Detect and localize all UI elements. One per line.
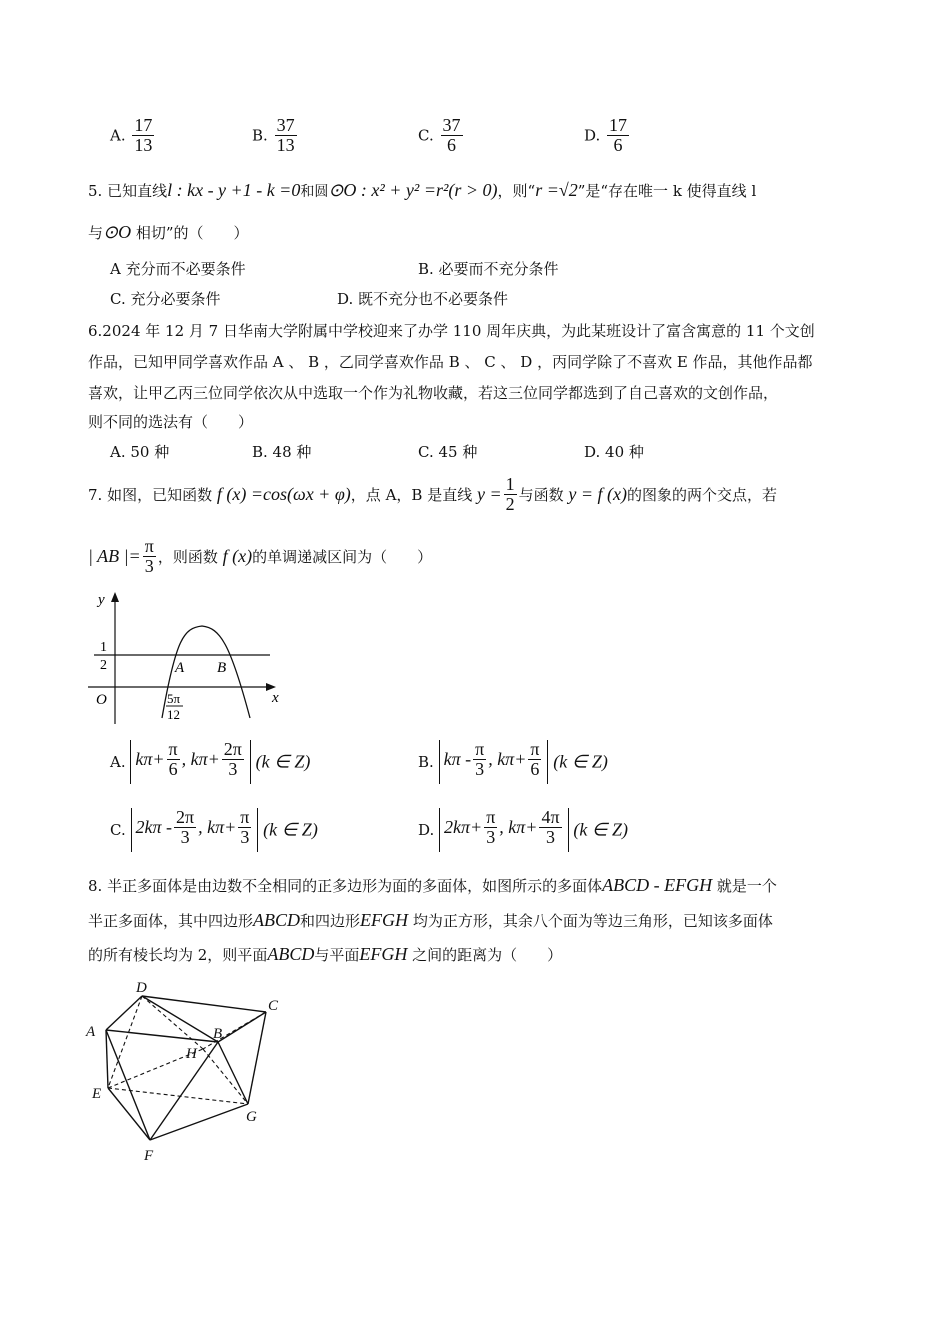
edge-fg [150, 1104, 248, 1140]
q6-option-b: B. 48 种 [252, 443, 312, 461]
hidden-edge-de [108, 996, 142, 1088]
point-a-label: A [175, 660, 185, 676]
q7-option-a [110, 740, 310, 784]
tick-label-den: 12 [167, 707, 180, 722]
tick-label-num: 5π [167, 691, 181, 706]
interval-left: 2kπ - [135, 816, 173, 837]
denominator: 6 [613, 134, 623, 155]
fraction [484, 808, 497, 847]
q7-prefix: 7. 如图，已知函数 [88, 485, 213, 504]
denominator: 13 [276, 134, 295, 155]
q5-mid: 和圆 [300, 184, 329, 200]
q5-line2-b: 相切”的（ ） [135, 224, 249, 242]
interval-sep: , kπ+ [488, 748, 527, 769]
q4-option-b [252, 116, 299, 155]
vertex-label-e: E [92, 1086, 102, 1102]
q7-y-fx: y = f (x) [568, 483, 628, 504]
interval-sep: , kπ+ [198, 816, 237, 837]
option-label: D. [584, 126, 601, 145]
interval-left: kπ - [443, 748, 472, 769]
y-label: y [98, 592, 105, 608]
q5-line-equation: l : kx - y +1 - k =0 [167, 180, 301, 200]
fraction [174, 808, 196, 847]
option-label: A. [110, 126, 126, 145]
half-label-num: 1 [100, 640, 107, 655]
denominator: 2 [505, 493, 515, 514]
numerator: π [168, 739, 178, 759]
q5-cond-pre: ，则“ [497, 182, 536, 200]
interval-condition: (k ∈ Z) [573, 819, 628, 840]
q8-line3-c: 之间的距离为（ ） [412, 946, 563, 964]
interval-sep: , kπ+ [181, 748, 220, 769]
q5-prefix: 5. 已知直线 [88, 182, 168, 200]
q5-stem-line1 [88, 180, 756, 201]
option-label: C. [110, 821, 126, 839]
numerator: 2π [176, 807, 195, 827]
half-label-den: 2 [100, 658, 107, 673]
edge-af [106, 1030, 150, 1140]
y-axis-arrow [111, 592, 119, 602]
q7-stem-line1 [88, 475, 777, 514]
fraction [275, 116, 297, 155]
interval-left: kπ+ [135, 748, 165, 769]
option-label: D. [418, 821, 435, 839]
numerator: 4π [541, 807, 560, 827]
q7-tail: 的图象的两个交点，若 [627, 485, 778, 504]
numerator: 37 [442, 115, 461, 135]
fraction [167, 740, 180, 779]
q7-stem-line2 [88, 537, 432, 576]
q5-condition: r =√2 [535, 180, 578, 200]
origin-label: O [96, 692, 107, 708]
denominator: 6 [447, 134, 456, 155]
interval-bracket [131, 808, 259, 852]
q8-square-abcd: ABCD [253, 910, 301, 930]
q6-line4: 则不同的选法有（ ） [88, 413, 254, 431]
q8-plane-efgh: EFGH [359, 944, 408, 964]
numerator: π [240, 807, 250, 827]
x-label: x [272, 690, 279, 706]
q5-line2-a: 与 [88, 224, 104, 242]
q8-line3 [88, 944, 562, 965]
q6-option-c: C. 45 种 [418, 443, 478, 461]
fraction [441, 116, 463, 155]
numerator: 2π [223, 739, 242, 759]
q8-square-efgh: EFGH [360, 910, 409, 930]
vertex-label-f: F [144, 1148, 154, 1164]
vertex-label-c: C [268, 998, 279, 1014]
fraction [539, 808, 561, 847]
denominator: 6 [530, 758, 540, 779]
q4-option-d [584, 116, 631, 155]
numerator: π [475, 739, 485, 759]
q7-y-equals: y = [476, 483, 502, 504]
vertex-label-h: H [186, 1046, 197, 1062]
q8-line1-a: 8. 半正多面体是由边数不全相同的正多边形为面的多面体，如图所示的多面体 [88, 877, 603, 895]
q8-line2-b: 和四边形 [300, 912, 361, 930]
q8-plane-abcd: ABCD [267, 944, 315, 964]
numerator: 1 [505, 474, 515, 494]
q7-option-c [110, 808, 318, 852]
q8-line2-a: 半正多面体，其中四边形 [88, 912, 254, 930]
q7-cosine-graph [84, 588, 294, 728]
option-label: C. [418, 126, 434, 145]
q7-mid1: ，点 A，B 是直线 [350, 485, 473, 504]
denominator: 3 [486, 826, 496, 847]
numerator: π [144, 536, 154, 556]
q5-cond-post: ”是“存在唯一 k 使得直线 l [577, 182, 757, 200]
q8-line1 [88, 875, 777, 896]
q8-line1-b: 就是一个 [716, 877, 777, 895]
denominator: 3 [475, 758, 485, 779]
numerator: 37 [276, 115, 295, 135]
denominator: 3 [546, 826, 555, 847]
q5-option-b: B. 必要而不充分条件 [418, 260, 559, 278]
numerator: 17 [609, 115, 628, 135]
interval-left: 2kπ+ [444, 816, 483, 837]
q5-option-a: A 充分而不必要条件 [110, 260, 246, 278]
interval-bracket [439, 808, 569, 852]
point-b-label: B [217, 660, 227, 676]
interval-condition: (k ∈ Z) [255, 751, 311, 772]
q7-fx: f (x) [222, 545, 253, 566]
interval-condition: (k ∈ Z) [263, 819, 318, 840]
q8-line3-b: 与平面 [314, 946, 360, 964]
fraction-pi-3 [143, 537, 156, 576]
q5-circle-symbol: ⊙O [103, 222, 132, 242]
option-label: A. [110, 753, 126, 771]
denominator: 3 [228, 758, 238, 779]
q8-line3-a: 的所有棱长均为 2，则平面 [88, 946, 268, 964]
numerator: 17 [134, 115, 153, 135]
q6-option-a: A. 50 种 [110, 443, 170, 461]
vertex-label-a: A [86, 1024, 96, 1040]
denominator: 3 [144, 555, 154, 576]
q4-option-c [418, 116, 465, 155]
numerator: π [530, 739, 540, 759]
q4-option-a [110, 116, 156, 155]
q5-circle-equation: ⊙O : x² + y² =r²(r > 0) [328, 180, 498, 200]
q8-line2 [88, 910, 773, 931]
fraction [607, 116, 629, 155]
hidden-edge-dh [142, 996, 203, 1049]
denominator: 3 [180, 826, 190, 847]
edge-bf [150, 1042, 218, 1140]
option-label: B. [418, 753, 434, 771]
edge-ae [106, 1030, 108, 1088]
interval-condition: (k ∈ Z) [553, 751, 608, 772]
q5-stem-line2 [88, 222, 249, 243]
vertex-label-d: D [136, 980, 147, 996]
hidden-edge-eg [108, 1088, 248, 1104]
q7-line2-mid: ，则函数 [157, 547, 218, 566]
fraction [238, 808, 251, 847]
edge-ef [108, 1088, 150, 1140]
q6-option-d: D. 40 种 [584, 443, 644, 461]
interval-bracket [439, 740, 549, 784]
option-label: B. [252, 126, 268, 145]
fraction [473, 740, 486, 779]
q8-line2-c: 均为正方形，其余八个面为等边三角形，已知该多面体 [412, 912, 773, 930]
q7-function: f (x) =cos(ωx + φ) [216, 483, 351, 504]
edge-dc [142, 996, 266, 1012]
q5-option-d: D. 既不充分也不必要条件 [337, 290, 509, 308]
q6-line3: 喜欢，让甲乙丙三位同学依次从中选取一个作为礼物收藏，若这三位同学都选到了自己喜欢的文创作品， [88, 384, 779, 402]
edge-cg [248, 1012, 266, 1104]
q7-mid2: 与函数 [518, 485, 564, 504]
q7-option-d [418, 808, 628, 852]
denominator: 3 [240, 826, 250, 847]
vertex-label-b: B [213, 1026, 223, 1042]
fraction [132, 116, 154, 155]
q7-option-b [418, 740, 608, 784]
denominator: 13 [134, 134, 153, 155]
interval-sep: , kπ+ [499, 816, 538, 837]
edge-ad [106, 996, 142, 1030]
vertex-label-g: G [246, 1109, 257, 1125]
q5-option-c: C. 充分必要条件 [110, 290, 221, 308]
q7-ab-length: | AB |= [88, 545, 141, 566]
q6-line1: 6.2024 年 12 月 7 日华南大学附属中学校迎来了办学 110 周年庆典，为此某班设计了富含寓意的 11 个文创 [88, 322, 815, 340]
numerator: π [486, 807, 496, 827]
fraction-half [504, 475, 517, 514]
q6-line2: 作品，已知甲同学喜欢作品 A 、 B ，乙同学喜欢作品 B 、 C 、 D ，丙同学除了不喜欢 E 作品，其他作品都 [88, 353, 813, 371]
interval-bracket [130, 740, 251, 784]
fraction [528, 740, 541, 779]
q8-polyhedron-name: ABCD - EFGH [602, 875, 713, 895]
q7-line2-tail: 的单调递减区间为（ ） [252, 547, 433, 566]
fraction [222, 740, 244, 779]
denominator: 6 [168, 758, 178, 779]
q8-polyhedron-figure [80, 976, 300, 1166]
